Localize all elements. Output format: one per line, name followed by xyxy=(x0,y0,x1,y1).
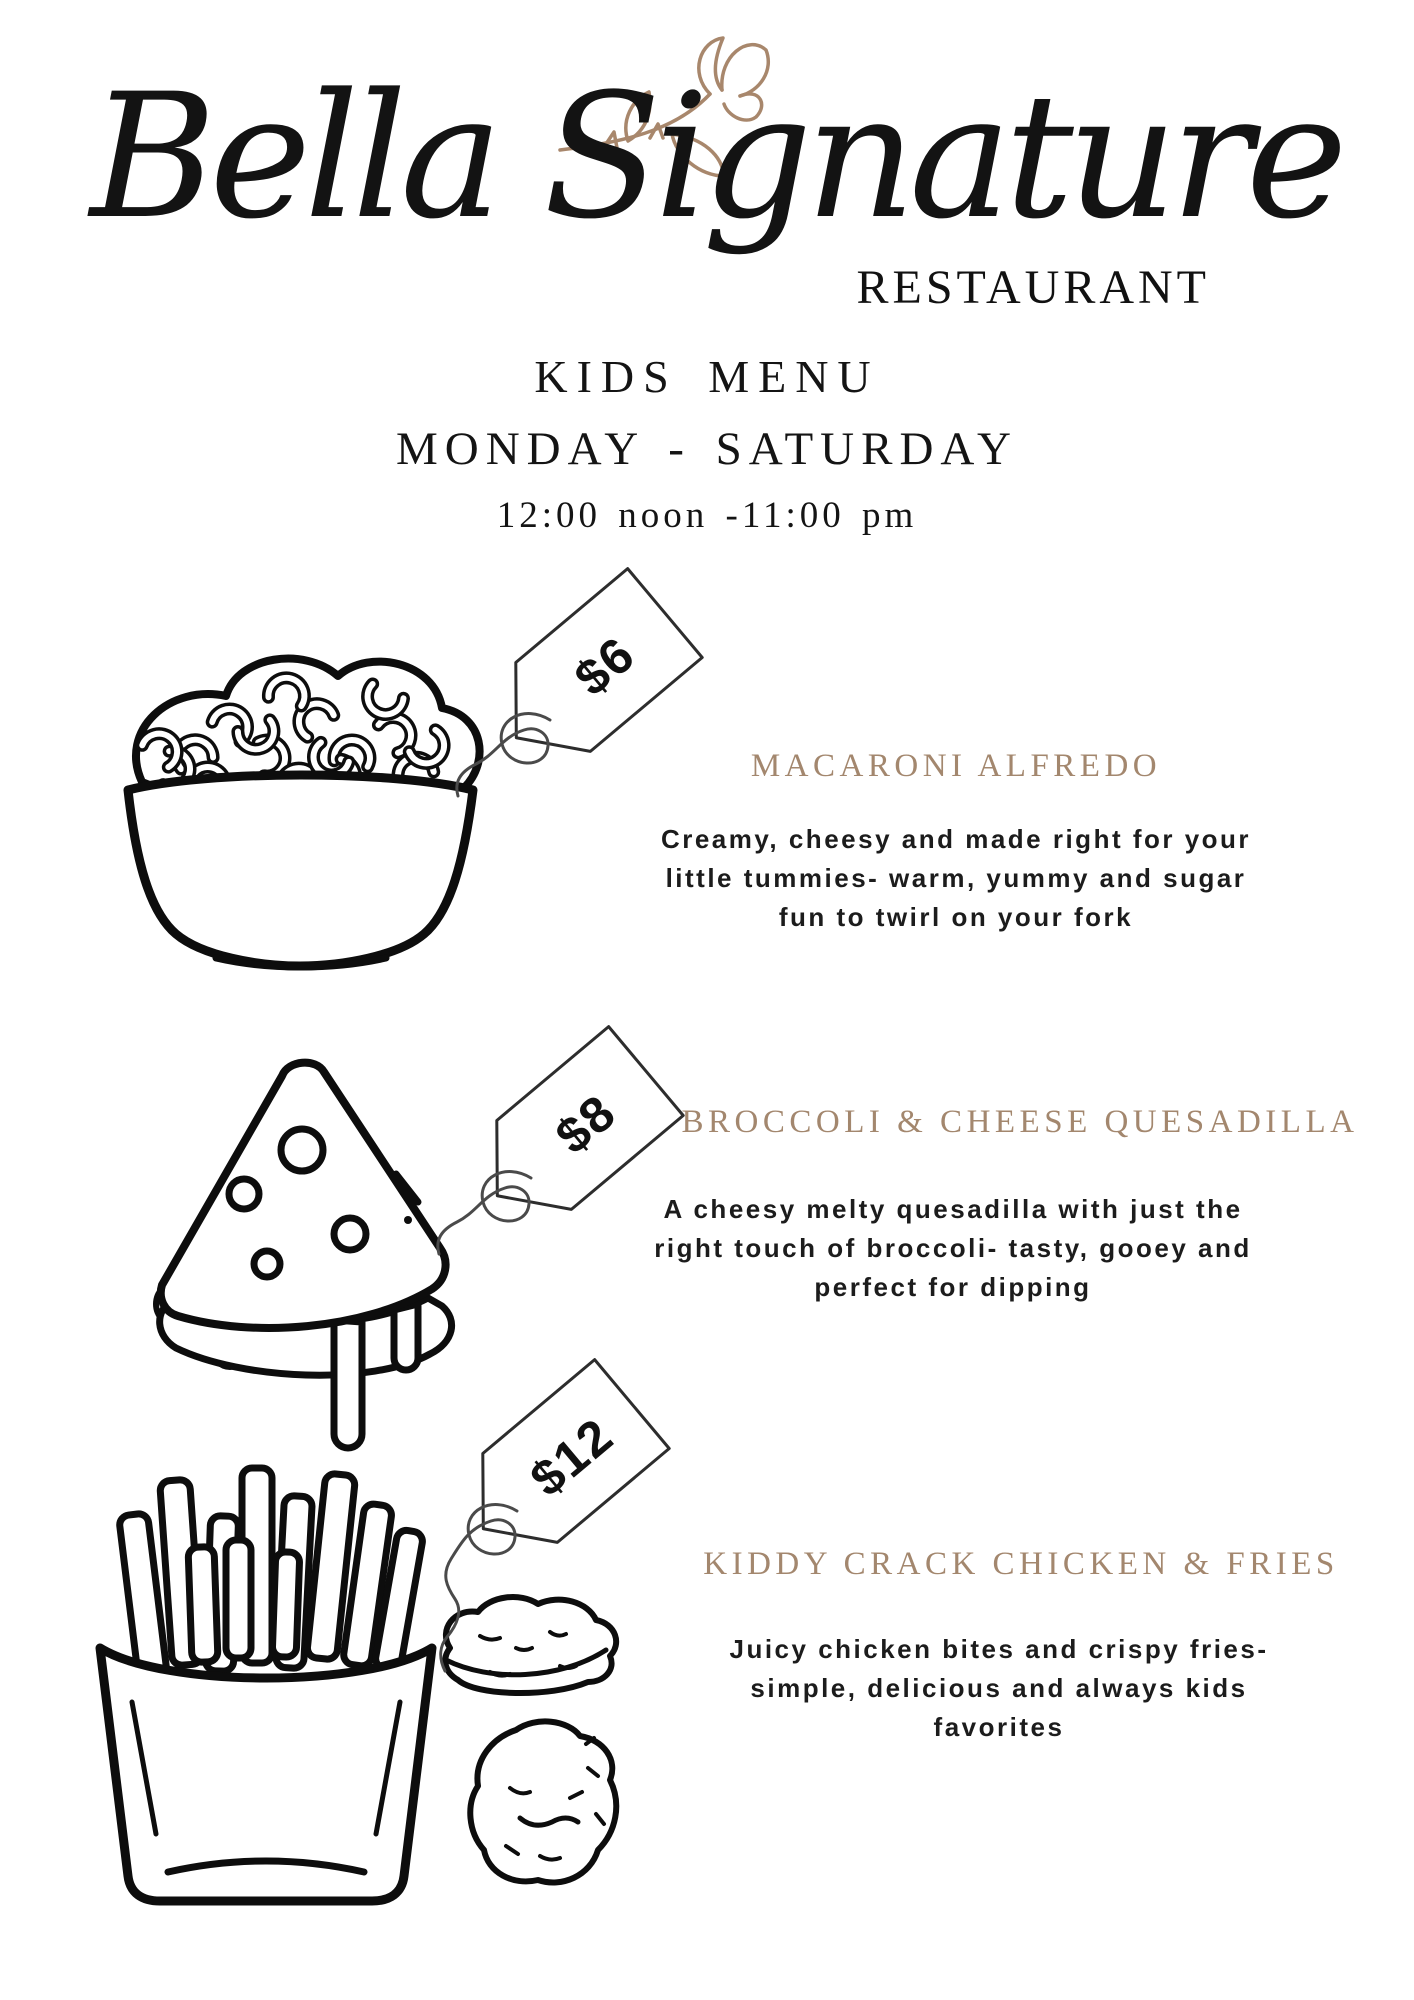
brand-subtitle: RESTAURANT xyxy=(856,261,1210,314)
menu-item-name: KIDDY CRACK CHICKEN & FRIES xyxy=(703,1546,1339,1582)
menu-item-description: Juicy chicken bites and crispy fries- simple, delicious and always kids favorites xyxy=(729,1634,1269,1742)
price-tag-macaroni xyxy=(424,540,754,850)
menu-item-name: MACARONI ALFREDO xyxy=(750,748,1162,784)
menu-item-description: A cheesy melty quesadilla with just the right touch of broccoli- tasty, gooey and perfect for dipping xyxy=(654,1194,1252,1302)
fries xyxy=(119,1468,424,1680)
menu-title: KIDS MENU xyxy=(534,351,880,402)
menu-days: MONDAY - SATURDAY xyxy=(396,423,1018,475)
nugget-bottom xyxy=(470,1721,616,1882)
brand-script-title: Bella Signature xyxy=(90,56,1341,257)
menu-hours: 12:00 noon -11:00 pm xyxy=(496,495,918,536)
price-text: $12 xyxy=(519,1406,625,1508)
menu-item-description: Creamy, cheesy and made right for your little tummies- warm, yummy and sugar fun to twirl on your fork xyxy=(660,824,1252,932)
price-text: $6 xyxy=(564,625,646,707)
menu-item-name: BROCCOLI & CHEESE QUESADILLA xyxy=(681,1104,1359,1140)
price-text: $8 xyxy=(545,1083,627,1165)
